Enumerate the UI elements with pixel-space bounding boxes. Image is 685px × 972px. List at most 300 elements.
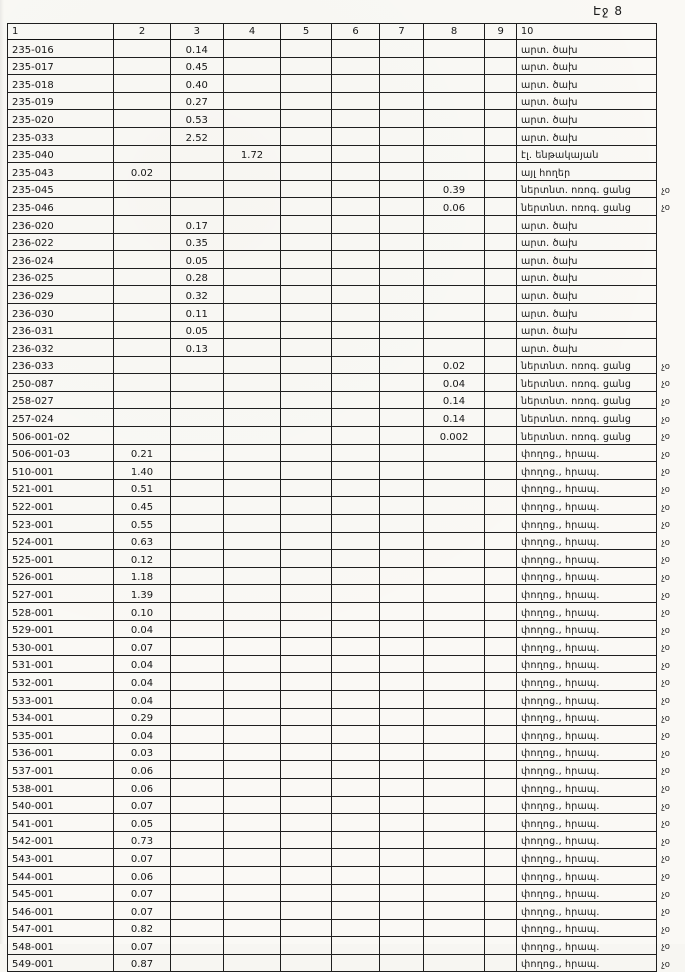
- cell-col-3: [170, 163, 223, 181]
- table-row: [8, 638, 685, 656]
- cell-col-3: [170, 532, 223, 550]
- cell-col-6: [331, 374, 380, 392]
- cell-col-2: [114, 198, 171, 216]
- margin-note: չօ: [661, 484, 670, 495]
- cell-col-6: [331, 497, 380, 515]
- cell-col-9: [485, 57, 517, 75]
- cell-col-5: [281, 251, 331, 269]
- margin-note: [657, 92, 685, 110]
- cell-col-1: 536-001: [8, 743, 114, 761]
- table-row: [8, 814, 685, 832]
- cell-col-7: [380, 550, 423, 568]
- margin-note: չօ: [661, 396, 670, 407]
- cell-col-8: [423, 268, 485, 286]
- cell-col-2: [114, 145, 171, 163]
- cell-col-2: 0.02: [114, 163, 171, 181]
- cell-col-3: [170, 444, 223, 462]
- cell-col-9: [485, 92, 517, 110]
- cell-col-10: փողոց., հրապ.: [517, 532, 657, 550]
- cell-col-2: 0.03: [114, 743, 171, 761]
- cell-col-1: 235-040: [8, 145, 114, 163]
- cell-col-10: փողոց., հրապ.: [517, 866, 657, 884]
- table-row: [8, 286, 685, 304]
- cell-col-5: [281, 75, 331, 93]
- cell-col-6: [331, 620, 380, 638]
- cell-col-6: [331, 954, 380, 972]
- cell-col-1: 510-001: [8, 462, 114, 480]
- cell-col-8: [423, 884, 485, 902]
- cell-col-5: [281, 339, 331, 357]
- cell-col-3: [170, 866, 223, 884]
- cell-col-2: 0.73: [114, 831, 171, 849]
- cell-col-10: փողոց., հրապ.: [517, 497, 657, 515]
- cell-col-7: [380, 479, 423, 497]
- cell-col-9: [485, 127, 517, 145]
- margin-note: [657, 75, 685, 93]
- cell-col-4: [223, 814, 280, 832]
- cell-col-8: [423, 233, 485, 251]
- cell-col-7: [380, 391, 423, 409]
- cell-col-6: [331, 919, 380, 937]
- cell-col-7: [380, 180, 423, 198]
- cell-col-10: փողոց., հրապ.: [517, 603, 657, 621]
- cell-col-2: [114, 268, 171, 286]
- cell-col-9: [485, 515, 517, 533]
- cell-col-8: [423, 708, 485, 726]
- cell-col-4: [223, 462, 280, 480]
- cell-col-10: արտ. ծախ: [517, 110, 657, 128]
- cell-col-10: փողոց., հրապ.: [517, 550, 657, 568]
- cell-col-9: [485, 462, 517, 480]
- cell-col-5: [281, 57, 331, 75]
- cell-col-8: [423, 251, 485, 269]
- cell-col-1: 236-029: [8, 286, 114, 304]
- cell-col-3: [170, 638, 223, 656]
- table-row: [8, 567, 685, 585]
- table-row: [8, 603, 685, 621]
- cell-col-8: [423, 110, 485, 128]
- cell-col-4: [223, 110, 280, 128]
- cell-col-5: [281, 286, 331, 304]
- cell-col-4: [223, 75, 280, 93]
- margin-note: [657, 215, 685, 233]
- cell-col-10: արտ. ծախ: [517, 57, 657, 75]
- margin-note: [657, 145, 685, 163]
- margin-note: չօ: [661, 696, 670, 707]
- cell-col-10: փողոց., հրապ.: [517, 761, 657, 779]
- table-row: [8, 444, 685, 462]
- cell-col-9: [485, 532, 517, 550]
- cell-col-3: 0.05: [170, 321, 223, 339]
- cell-col-6: [331, 479, 380, 497]
- column-header-9: 9: [485, 24, 517, 40]
- cell-col-4: [223, 391, 280, 409]
- cell-col-9: [485, 550, 517, 568]
- cell-col-6: [331, 321, 380, 339]
- cell-col-4: [223, 215, 280, 233]
- table-row: [8, 127, 685, 145]
- cell-col-9: [485, 620, 517, 638]
- cell-col-6: [331, 866, 380, 884]
- cell-col-7: [380, 620, 423, 638]
- cell-col-9: [485, 866, 517, 884]
- cell-col-9: [485, 497, 517, 515]
- cell-col-2: 0.06: [114, 778, 171, 796]
- cell-col-3: [170, 919, 223, 937]
- margin-note: [657, 57, 685, 75]
- cell-col-9: [485, 215, 517, 233]
- cell-col-3: [170, 726, 223, 744]
- cell-col-4: [223, 690, 280, 708]
- cell-col-8: [423, 321, 485, 339]
- cell-col-10: ներտնտ. ոռոգ. ցանց: [517, 356, 657, 374]
- cell-col-7: [380, 673, 423, 691]
- cell-col-8: [423, 40, 485, 58]
- cell-col-8: [423, 215, 485, 233]
- cell-col-5: [281, 356, 331, 374]
- cell-col-1: 544-001: [8, 866, 114, 884]
- cell-col-9: [485, 954, 517, 972]
- table-row: [8, 954, 685, 972]
- cell-col-7: [380, 937, 423, 955]
- margin-note: չօ: [661, 643, 670, 654]
- table-row: [8, 356, 685, 374]
- margin-note: չօ: [661, 555, 670, 566]
- cell-col-3: [170, 603, 223, 621]
- margin-note: չօ: [661, 572, 670, 583]
- cell-col-3: 0.40: [170, 75, 223, 93]
- cell-col-9: [485, 145, 517, 163]
- cell-col-6: [331, 831, 380, 849]
- cell-col-10: փողոց., հրապ.: [517, 937, 657, 955]
- cell-col-10: փողոց., հրապ.: [517, 954, 657, 972]
- cell-col-8: [423, 92, 485, 110]
- cell-col-3: 0.53: [170, 110, 223, 128]
- cell-col-8: 0.002: [423, 427, 485, 445]
- cell-col-9: [485, 743, 517, 761]
- cell-col-5: [281, 831, 331, 849]
- margin-note: չօ: [661, 185, 670, 196]
- cell-col-4: [223, 40, 280, 58]
- margin-note: չօ: [661, 203, 670, 214]
- margin-note: չօ: [661, 784, 670, 795]
- cell-col-6: [331, 726, 380, 744]
- header-row: [8, 24, 685, 40]
- table-row: [8, 884, 685, 902]
- cell-col-8: [423, 567, 485, 585]
- cell-col-4: [223, 849, 280, 867]
- margin-note: չօ: [661, 432, 670, 443]
- cell-col-9: [485, 75, 517, 93]
- cell-col-5: [281, 427, 331, 445]
- margin-note: չօ: [661, 748, 670, 759]
- table-row: [8, 937, 685, 955]
- cell-col-8: [423, 163, 485, 181]
- cell-col-8: [423, 831, 485, 849]
- cell-col-4: [223, 163, 280, 181]
- cell-col-3: [170, 902, 223, 920]
- cell-col-2: 0.07: [114, 638, 171, 656]
- cell-col-5: [281, 761, 331, 779]
- cell-col-4: [223, 638, 280, 656]
- cell-col-3: 0.11: [170, 303, 223, 321]
- cell-col-4: [223, 954, 280, 972]
- cell-col-3: 0.28: [170, 268, 223, 286]
- cell-col-9: [485, 444, 517, 462]
- cell-col-6: [331, 251, 380, 269]
- cell-col-6: [331, 444, 380, 462]
- cell-col-7: [380, 884, 423, 902]
- cell-col-4: [223, 515, 280, 533]
- cell-col-10: փողոց., հրապ.: [517, 690, 657, 708]
- table-row: [8, 57, 685, 75]
- cell-col-5: [281, 796, 331, 814]
- cell-col-9: [485, 251, 517, 269]
- cell-col-8: [423, 479, 485, 497]
- cell-col-4: [223, 708, 280, 726]
- cell-col-1: 545-001: [8, 884, 114, 902]
- cell-col-7: [380, 427, 423, 445]
- cell-col-9: [485, 268, 517, 286]
- cell-col-6: [331, 462, 380, 480]
- cell-col-9: [485, 391, 517, 409]
- cell-col-6: [331, 40, 380, 58]
- cell-col-9: [485, 603, 517, 621]
- cell-col-3: [170, 427, 223, 445]
- table-row: [8, 761, 685, 779]
- cell-col-9: [485, 479, 517, 497]
- cell-col-6: [331, 75, 380, 93]
- cell-col-3: [170, 884, 223, 902]
- cell-col-7: [380, 321, 423, 339]
- column-header-4: 4: [223, 24, 280, 40]
- cell-col-6: [331, 163, 380, 181]
- margin-note: [657, 251, 685, 269]
- margin-note: [657, 321, 685, 339]
- cell-col-9: [485, 884, 517, 902]
- cell-col-5: [281, 620, 331, 638]
- table-row: [8, 831, 685, 849]
- cell-col-5: [281, 215, 331, 233]
- cell-col-9: [485, 180, 517, 198]
- table-row: [8, 303, 685, 321]
- cell-col-3: [170, 479, 223, 497]
- cell-col-4: [223, 409, 280, 427]
- cell-col-1: 541-001: [8, 814, 114, 832]
- cell-col-2: [114, 127, 171, 145]
- cell-col-5: [281, 567, 331, 585]
- cell-col-9: [485, 690, 517, 708]
- cell-col-5: [281, 110, 331, 128]
- cell-col-9: [485, 233, 517, 251]
- cell-col-10: արտ. ծախ: [517, 75, 657, 93]
- table-row: [8, 215, 685, 233]
- cell-col-6: [331, 550, 380, 568]
- cell-col-1: 522-001: [8, 497, 114, 515]
- cell-col-7: [380, 690, 423, 708]
- table-row: [8, 339, 685, 357]
- cell-col-3: 0.05: [170, 251, 223, 269]
- cell-col-8: [423, 866, 485, 884]
- cell-col-3: 0.27: [170, 92, 223, 110]
- cell-col-4: [223, 497, 280, 515]
- cell-col-8: [423, 57, 485, 75]
- cell-col-3: [170, 937, 223, 955]
- cell-col-1: 235-016: [8, 40, 114, 58]
- cell-col-9: [485, 409, 517, 427]
- cell-col-10: փողոց., հրապ.: [517, 567, 657, 585]
- cell-col-9: [485, 919, 517, 937]
- cell-col-7: [380, 145, 423, 163]
- cell-col-6: [331, 286, 380, 304]
- cell-col-5: [281, 673, 331, 691]
- cell-col-2: 0.10: [114, 603, 171, 621]
- cell-col-7: [380, 532, 423, 550]
- cell-col-4: [223, 198, 280, 216]
- cell-col-2: 0.07: [114, 849, 171, 867]
- cell-col-2: [114, 356, 171, 374]
- cell-col-10: արտ. ծախ: [517, 268, 657, 286]
- table-row: [8, 550, 685, 568]
- cell-col-8: [423, 919, 485, 937]
- column-header-7: 7: [380, 24, 423, 40]
- cell-col-8: [423, 603, 485, 621]
- table-body: [8, 40, 685, 972]
- cell-col-2: [114, 303, 171, 321]
- cell-col-6: [331, 814, 380, 832]
- cell-col-1: 546-001: [8, 902, 114, 920]
- cell-col-7: [380, 286, 423, 304]
- cell-col-7: [380, 462, 423, 480]
- cell-col-2: 0.06: [114, 866, 171, 884]
- cell-col-2: 0.07: [114, 937, 171, 955]
- table-row: [8, 620, 685, 638]
- table-row: [8, 866, 685, 884]
- cell-col-3: 0.35: [170, 233, 223, 251]
- cell-col-10: արտ. ծախ: [517, 215, 657, 233]
- cell-col-7: [380, 743, 423, 761]
- cell-col-6: [331, 427, 380, 445]
- table-row: [8, 778, 685, 796]
- cell-col-8: [423, 286, 485, 304]
- cell-col-5: [281, 603, 331, 621]
- cell-col-5: [281, 409, 331, 427]
- cell-col-1: 235-017: [8, 57, 114, 75]
- cell-col-9: [485, 339, 517, 357]
- cell-col-4: [223, 673, 280, 691]
- cell-col-1: 235-043: [8, 163, 114, 181]
- margin-note: չօ: [661, 590, 670, 601]
- cell-col-1: 236-020: [8, 215, 114, 233]
- cell-col-8: [423, 444, 485, 462]
- table-row: [8, 40, 685, 58]
- table-row: [8, 690, 685, 708]
- cell-col-8: [423, 937, 485, 955]
- cell-col-2: [114, 374, 171, 392]
- cell-col-4: [223, 761, 280, 779]
- table-row: [8, 479, 685, 497]
- margin-note: չօ: [661, 608, 670, 619]
- cell-col-5: [281, 532, 331, 550]
- cell-col-4: [223, 919, 280, 937]
- cell-col-4: [223, 303, 280, 321]
- margin-note: [657, 110, 685, 128]
- cell-col-2: 0.29: [114, 708, 171, 726]
- margin-note: [657, 339, 685, 357]
- data-table: [7, 23, 685, 972]
- cell-col-1: 549-001: [8, 954, 114, 972]
- cell-col-3: [170, 778, 223, 796]
- column-header-10: 10: [517, 24, 657, 40]
- cell-col-8: [423, 726, 485, 744]
- cell-col-6: [331, 145, 380, 163]
- cell-col-3: [170, 761, 223, 779]
- cell-col-3: [170, 849, 223, 867]
- cell-col-1: 236-031: [8, 321, 114, 339]
- cell-col-1: 236-022: [8, 233, 114, 251]
- cell-col-3: [170, 374, 223, 392]
- table-row: [8, 532, 685, 550]
- cell-col-5: [281, 391, 331, 409]
- cell-col-5: [281, 585, 331, 603]
- cell-col-2: [114, 180, 171, 198]
- cell-col-1: 547-001: [8, 919, 114, 937]
- cell-col-1: 236-030: [8, 303, 114, 321]
- cell-col-1: 542-001: [8, 831, 114, 849]
- cell-col-1: 257-024: [8, 409, 114, 427]
- cell-col-2: [114, 321, 171, 339]
- cell-col-7: [380, 761, 423, 779]
- cell-col-10: արտ. ծախ: [517, 127, 657, 145]
- cell-col-8: [423, 954, 485, 972]
- cell-col-4: [223, 655, 280, 673]
- cell-col-1: 506-001-02: [8, 427, 114, 445]
- cell-col-10: փողոց., հրապ.: [517, 902, 657, 920]
- cell-col-6: [331, 796, 380, 814]
- cell-col-2: [114, 40, 171, 58]
- cell-col-8: 0.02: [423, 356, 485, 374]
- cell-col-3: [170, 954, 223, 972]
- cell-col-8: [423, 690, 485, 708]
- cell-col-1: 533-001: [8, 690, 114, 708]
- margin-note: [657, 40, 685, 58]
- cell-col-3: [170, 198, 223, 216]
- cell-col-8: [423, 761, 485, 779]
- cell-col-3: [170, 585, 223, 603]
- table-row: [8, 919, 685, 937]
- cell-col-2: [114, 92, 171, 110]
- cell-col-2: 0.06: [114, 761, 171, 779]
- cell-col-5: [281, 40, 331, 58]
- cell-col-6: [331, 110, 380, 128]
- margin-note: չօ: [661, 414, 670, 425]
- cell-col-9: [485, 427, 517, 445]
- cell-col-4: [223, 620, 280, 638]
- cell-col-7: [380, 567, 423, 585]
- cell-col-1: 524-001: [8, 532, 114, 550]
- table-row: [8, 92, 685, 110]
- cell-col-6: [331, 849, 380, 867]
- cell-col-8: [423, 532, 485, 550]
- cell-col-1: 236-032: [8, 339, 114, 357]
- cell-col-10: արտ. ծախ: [517, 286, 657, 304]
- cell-col-10: փողոց., հրապ.: [517, 638, 657, 656]
- cell-col-8: 0.04: [423, 374, 485, 392]
- column-header-1: 1: [8, 24, 114, 40]
- cell-col-4: [223, 339, 280, 357]
- table-row: [8, 497, 685, 515]
- cell-col-8: [423, 638, 485, 656]
